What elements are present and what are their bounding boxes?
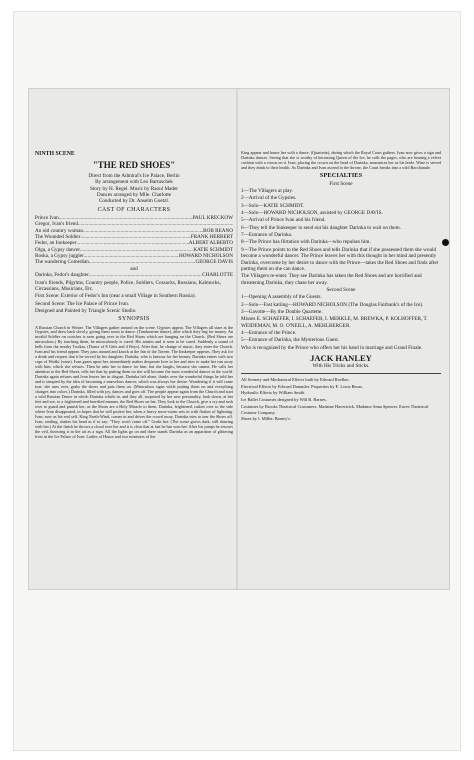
finale-text: Who is recognized by the Prince who offers her his hand in marriage and Grand Finale. [241, 344, 423, 351]
cast-row [35, 259, 233, 265]
scene-one-setting: First Scene: Exterior of Fedor's Inn (near a small Village in Southern Russia). [35, 293, 196, 300]
dancer-list: Misses E. SCHAEFER, I. SCHAEFER, I. MERKLE, M. BREWKA, P. KOLHOFFER, T. WEIDEMAN, M. O. O'NEILL, A. MEHLBERGER. [241, 316, 428, 329]
credit-line: Story by H. Regel. Music by Raoul Mader [89, 185, 179, 192]
credit-line: Dances arranged by Mlle. Charlotte [96, 192, 172, 199]
ensemble-text: Ivan's friends, Pilgrims, Country people, Police, Soldiers, Cossacks, Russians, Kalmucks, Circassians, Musicians, Etc. [35, 279, 221, 292]
credit-item: Ice Ballet Costumes designed by Will R. Barnes. [241, 397, 327, 403]
specialty-item: 3—Solo—KATIE SCHMIDT. [241, 202, 305, 209]
synopsis-heading: SYNOPSIS [118, 316, 150, 323]
cast-role: Olga, a Gypsy dancer [35, 246, 80, 253]
and-text: and [130, 265, 138, 272]
cast-role: Fedor, an Innkeeper [35, 240, 77, 247]
ink-spot [442, 239, 449, 246]
jack-hanley-heading: JACK HANLEY [310, 352, 372, 363]
villagers-text: The Villagers re-enter. They see Darinka has taken the Red Shoes and are horrified and threatening Darinka, they chase her away. [241, 273, 422, 286]
specialty-item: 9—The Prince points to the Red Shoes and tells Darinka that if she possessed them she would become a wonderful dancer. The Prince leaves her with this thought in her mind and presently Darinka, overcome by her desire to dance with the Prince—takes the Red Shoes and finds after putting them on she can dance. [241, 246, 439, 272]
first-scene-heading: First Scene [329, 180, 353, 187]
production-credits [241, 377, 441, 422]
scenery-credit: Designed and Painted by Triangle Scenic Studio. [35, 307, 137, 314]
left-column [35, 95, 233, 439]
cast-actor: PAUL KRECKOW [192, 215, 233, 222]
scene-heading: NINTH SCENE [35, 151, 75, 157]
specialty-item: 6—They tell the Innkeeper to send out his daughter Darinka to wait on them. [241, 224, 401, 231]
credit-line: Conducted by Dr. Anselm Goetzl. [98, 198, 170, 205]
credit-line: Direct from the Admiral's Ice Palace, Berlin [88, 173, 180, 180]
credit-item: All Scenery and Mechanical Effects built by Edward Roelker. [241, 376, 350, 382]
credit-item: Hydraulic Effects by William Smith. [241, 390, 306, 396]
specialty-item: 1—Opening A assembly of the Guests. [241, 294, 322, 301]
cast-role: An old country woman [35, 227, 83, 234]
specialty-item: 7—Entrance of Darinka. [241, 232, 293, 239]
cast-role: Roska, a Gypsy juggler [35, 253, 84, 260]
cast-actor: BOB REANO [203, 227, 233, 234]
synopsis-text: A Russian Church in Winter. The Villagers gather around on the scene. Gypsies appear. The Villagers all stare at the Gypsies, and draw back slowly, giving them room to dance. (Tambourine dance), after which they beg for money. An invalid Soldier on crutches is seen going over to the Red Shoes which are hanging on the Church. (Red Shoes are miraculous.) By touching them, he miraculously is cured. His armies and is seen to be cured. Suddenly a sound of bells from the nearby Troikas. (Dance of 8 Girls and 4 Boys). After that, he change of music, they enter the Church. Ivan and his friend appear. They pass around and knock at the Inn of the Tavern. The Innkeeper appears. They ask for a drink and request that it be served by his daughter, Darinka, who is famous for her beauty. Darinka enters with two cups of Wodki (wine). Ivan gazes upon her, immediately makes desperate love to her and tries to make her run away with him, which she refuses. Then he asks her to dance for him, but she laughs, because she cannot. He calls her attention to the Red Shoes, tells her that by putting them on she will become the most wonderful dancer in the world. Darinka again refuses and Ivan leaves her in disgust. Darinka left alone, thinks over the wonderful things he told her and is tempted by the idea of becoming a marvelous dancer, which was always her desire. Wondering if it will come true, she runs over, grabs the shoes and puts them on. (Miraculous signs while putting them on and everything changes into colors.) Darinka, filled with joy, dances and goes off. The people appear again from the Church and start a wild Russian Dance in which Darinka whirls in, and they all, surprised by her new personality, look down, at her feet and see, to a frightened and horrified manner, the Red Shoes on her. They look to the Church, give a cry and rush over to guard and punish her, as the Shoes are a Holy Miracle to them. Darinka, frightened, rushes over to the side where Ivan disappeared, in hopes that he will protect her, when a heavy snow-storm sets in with flashes of lightning. Ivan, now as his real self, King North-Wind, comes in and drives the crowd away. Darinka tries to tear the Shoes off. Ivan, smiling, shakes his head as if to say: "They won't come off." Grabs her. (The scene grows dark, still dancing with her.) At the finish he throws a cloud over her and it is clear that at last he has won her. After his jumps he rescues the veil, throwing it in the air as a sign. All the lights go on and there stands Darinka as an apparition of glittering frost in the Ice Palace of Ivan. Ladies of Honor and two ministers of the [35, 324, 233, 439]
scene-two-setting: Second Scene: The Ice Palace of Prince Ivan. [35, 300, 130, 307]
credit-line: By arrangement with Leo Bartuschek [95, 179, 173, 186]
specialty-item: 3—Gavotte—By the Double Quartette. [241, 308, 323, 315]
cast-actor: CHARLOTTE [202, 272, 233, 279]
cast-row-lead [35, 272, 233, 278]
specialty-item: 5—Arrival of Prince Ivan and his friend. [241, 217, 326, 224]
synopsis-continued: King appear and honor her with a dance. (Quartette), during which the Royal Court gathers. Ivan now gives a sign and Darinka dances. Seeing that she is worthy of becoming Queen of the Ice, he calls the pages, who are bearing a velvet cushion with a crown on it. Ivan, placing the crown on the head of Darinka, announces her as his bride. Wine is served and they drink to their health. As Darinka and Ivan ascend to the throne, the Court breaks into a wild Bacchanale. [241, 150, 441, 170]
specialty-item: 8—The Prince has flirtation with Darinka—who repulses him. [241, 239, 371, 246]
page-fold [236, 89, 238, 589]
second-scene-heading: Second Scene [326, 286, 356, 293]
divider [241, 373, 441, 374]
specialty-item: 4—Entrance of the Prince. [241, 329, 297, 336]
cast-role: Darinka, Fedor's daughter [35, 272, 89, 279]
specialty-item: 5—Entrance of Darinka, the Mysterious Guest. [241, 337, 340, 344]
cast-role: Gregor, Ivan's friend [35, 221, 78, 228]
right-column [241, 95, 441, 423]
cast-actor: GEORGE DAVIS [195, 259, 233, 266]
cast-role: The Wounded Soldier [35, 234, 81, 241]
program-page-scan [28, 88, 450, 590]
show-title: "THE RED SHOES" [92, 160, 176, 171]
specialty-item: 4—Solo—HOWARD NICHOLSON, assisted by GEORGE DAVIS. [241, 210, 383, 217]
cast-role: Prince Ivan [35, 215, 59, 222]
specialty-item: 1—The Villagers at play. [241, 188, 293, 195]
cast-actor: HOWARD NICHOLSON [178, 253, 233, 260]
cast-heading: CAST OF CHARACTERS [97, 206, 171, 213]
cast-actor: FRANK HERBERT [190, 234, 233, 241]
credit-item: Costumes by Brooks Theatrical Costumers, Madame Haverstick, Madame Anna Spencer, Eaves Theatrical Costume Company. [241, 404, 429, 415]
cast-role: The wandering Comedian [35, 259, 89, 266]
credit-item: Electrical Effects by Edward Dammler. Properties by E. Louis Reuss. [241, 383, 364, 389]
specialties-heading: SPECIALTIES [319, 171, 363, 179]
cast-actor: KATIE SCHMIDT [193, 246, 233, 253]
credit-item: Shoes by I. Miller, Barney's. [241, 416, 292, 422]
cast-actor: ALBERT ALBERTO [188, 240, 233, 247]
specialty-item: 2—Arrival of the Gypsies. [241, 195, 297, 202]
jack-hanley-subtitle: With His Tricks and Sticks. [312, 363, 370, 370]
specialty-item: 2—Solo—Fast katiing—HOWARD NICHOLSON (The Douglas Fairbank's of the Ice). [241, 301, 424, 308]
